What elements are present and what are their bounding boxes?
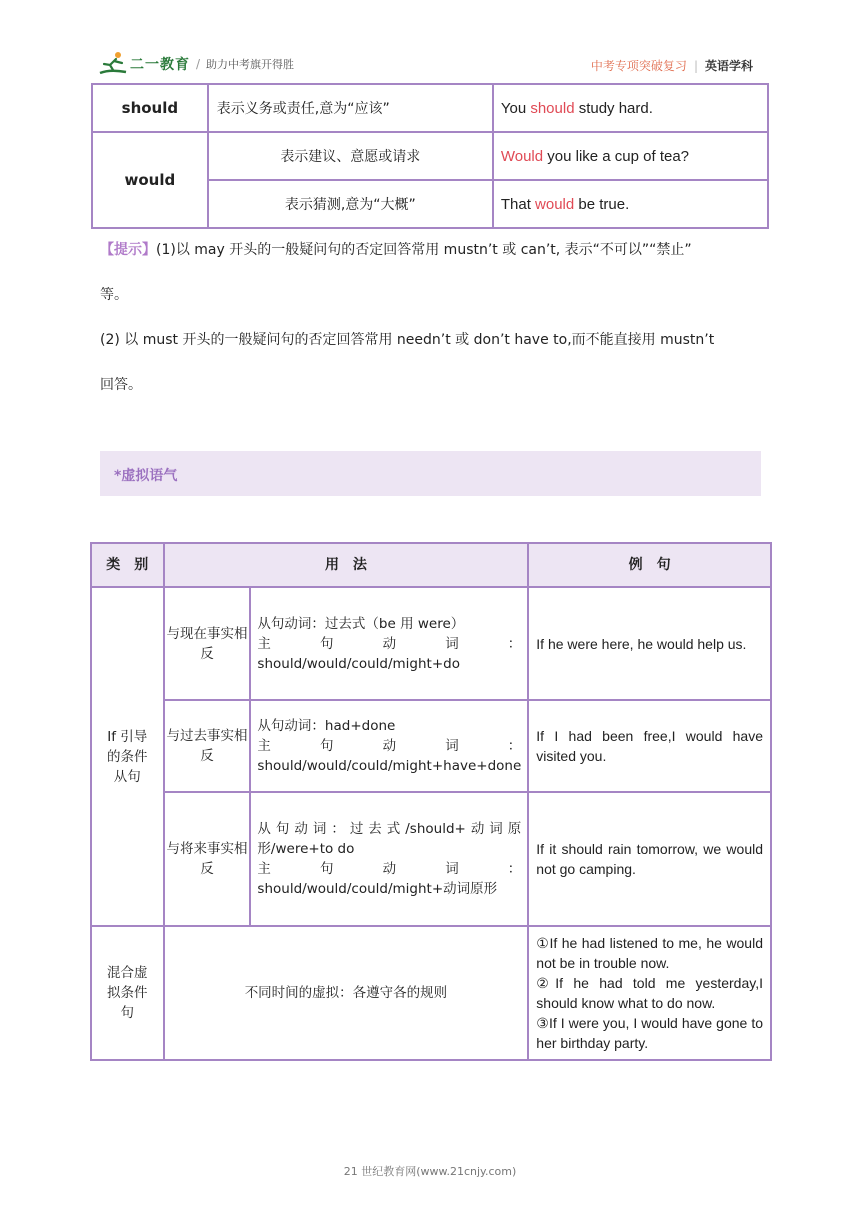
example-text: be true. — [574, 195, 630, 213]
modal-cell: would — [92, 132, 208, 228]
header-topic: 中考专项突破复习 — [590, 59, 687, 73]
tip-line-2: (2) 以 must 开头的一般疑问句的否定回答常用 needn’t 或 don’t have to,而不能直接用 mustn’t — [100, 332, 715, 348]
example-text: you like a cup of tea? — [543, 147, 690, 165]
table-row — [91, 792, 771, 926]
example-cell: If it should rain tomorrow, we would not go camping. — [528, 792, 771, 926]
tip-line-2b: 回答。 — [100, 377, 142, 393]
highlight-word: Would — [500, 147, 544, 165]
table-row — [91, 926, 771, 1060]
category-cell: If 引导的条件从句 — [91, 587, 164, 926]
table-header-row — [91, 543, 771, 587]
highlight-word: would — [535, 195, 575, 213]
example-line: ②If he had told me yesterday,I should know what to do now. — [536, 975, 763, 1011]
tip-label: 【提示】 — [100, 242, 156, 258]
header-category: 类 别 — [91, 543, 164, 587]
runner-logo-icon — [98, 51, 128, 77]
table-row — [92, 84, 768, 132]
header-divider: | — [693, 58, 698, 73]
usage-cell: 表示建议、意愿或请求 — [208, 132, 493, 180]
type-cell: 与将来事实相反 — [164, 792, 251, 926]
example-line: ③If I were you, I would have gone to her birthday party. — [536, 1015, 763, 1051]
header-usage: 用 法 — [164, 543, 529, 587]
rule-cell — [250, 792, 528, 926]
rule-line: 主句动词：should/would/could/might+have+done — [257, 738, 522, 774]
tip-text: (1)以 may 开头的一般疑问句的否定回答常用 mustn’t 或 can’t, 表示“不可以”“禁止” — [156, 242, 692, 258]
page-header — [98, 50, 753, 80]
modal-cell: should — [92, 84, 208, 132]
example-cell — [528, 926, 771, 1060]
rule-line: 主句动词：should/would/could/might+动词原形 — [257, 861, 522, 897]
rule-line: 主句动词：should/would/could/might+do — [257, 635, 522, 672]
type-cell: 与现在事实相反 — [164, 587, 251, 700]
section-heading-bar — [100, 451, 761, 496]
example-text: You — [500, 99, 531, 117]
page-footer: 21 世纪教育网(www.21cnjy.com) — [343, 1165, 517, 1178]
rule-line: 从句动词：过去式（be 用 were） — [257, 615, 465, 632]
usage-cell: 不同时间的虚拟：各遵守各的规则 — [164, 926, 529, 1060]
header-example: 例 句 — [528, 543, 771, 587]
example-line: ①If he had listened to me, he would not be in trouble now. — [536, 935, 763, 971]
rule-cell — [250, 587, 528, 700]
header-subject: 英语学科 — [704, 59, 753, 73]
example-cell — [493, 180, 768, 228]
example-cell: If I had been free,I would have visited you. — [528, 700, 771, 792]
example-text: That — [500, 195, 536, 213]
usage-cell: 表示猜测,意为“大概” — [208, 180, 493, 228]
table-row — [91, 587, 771, 700]
example-cell — [493, 132, 768, 180]
rule-line: 从句动词：过去式/should+动词原形/were+to do — [257, 821, 522, 857]
table-row — [92, 132, 768, 180]
usage-cell: 表示义务或责任,意为“应该” — [208, 84, 493, 132]
subjunctive-table — [90, 542, 772, 1061]
modal-verbs-table — [91, 83, 769, 229]
header-separator: / — [196, 57, 201, 71]
example-cell: If he were here, he would help us. — [528, 587, 771, 700]
example-text: study hard. — [574, 99, 653, 117]
tip-line-1b: 等。 — [100, 287, 128, 303]
example-cell — [493, 84, 768, 132]
category-cell: 混合虚拟条件句 — [91, 926, 164, 1060]
brand-slogan: 助力中考旗开得胜 — [206, 58, 295, 71]
brand-name: 二一教育 — [130, 57, 190, 73]
rule-cell — [250, 700, 528, 792]
table-row — [91, 700, 771, 792]
type-cell: 与过去事实相反 — [164, 700, 251, 792]
rule-line: 从句动词：had+done — [257, 718, 396, 734]
tip-line-1 — [100, 240, 765, 260]
section-title: *虚拟语气 — [114, 468, 178, 484]
brand-logo — [98, 50, 294, 78]
header-right — [591, 57, 753, 74]
highlight-word: should — [530, 99, 575, 117]
